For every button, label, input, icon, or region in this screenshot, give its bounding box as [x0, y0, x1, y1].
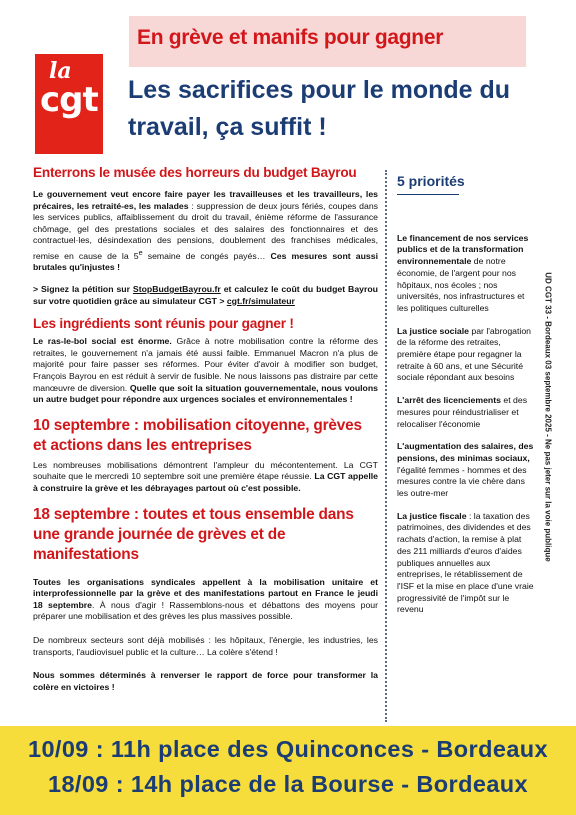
- petition-link[interactable]: StopBudgetBayrou.fr: [132, 284, 221, 295]
- priority-5-text: : la taxation des patrimoines, des dividendes et des rachats d'action, la remise à plat des 211 milliards d'euros d'aides publiques annuelles aux entreprises, le rétablissement de l'ISF et la mise en place d'une vraie progressivité de l'impôt sur le revenu: [397, 510, 534, 615]
- priority-1-bold: Le financement de nos services publics et de la transformation environnementale: [397, 232, 529, 267]
- headline: [128, 72, 548, 146]
- petition-text-a: > Signez la pétition sur: [33, 284, 133, 295]
- side-note-text: UD CGT 33 - Bordeaux 03 septembre 2025 - Ne pas jeter sur la voie publique: [543, 272, 553, 562]
- budget-bold-intro: Le gouvernement veut encore faire payer les travailleuses et les travailleurs, les précaires, les retraité-es, les malades: [33, 189, 378, 211]
- priority-3-bold: L'arrêt des licenciements: [397, 395, 501, 406]
- logo-cgt: cgt: [40, 80, 98, 120]
- budget-text-b: semaine de congés payés…: [142, 250, 271, 261]
- priority-2-text: par l'abrogation de la réforme des retraites, première étape pour regagner la retraite à 60 ans, et une Sécurité sociale répondant aux besoins: [397, 325, 531, 383]
- slogan-banner: [129, 16, 526, 67]
- logo-la: la: [49, 58, 72, 84]
- section-sept18-title: 18 septembre : toutes et tous ensemble dans une grande journée de grèves et de manifestations: [33, 505, 354, 563]
- section-budget-paragraph: [33, 189, 378, 274]
- section-sept10-paragraph: [33, 460, 378, 495]
- headline-line-2: travail, ça suffit !: [128, 113, 327, 141]
- event-line-2: 18/09 : 14h place de la Bourse - Bordeaux: [47, 771, 529, 797]
- closing-paragraph: Nous sommes déterminés à renverser le rapport de force pour transformer la colère en victoires !: [33, 670, 378, 692]
- priorities-title: 5 priorités: [397, 173, 465, 189]
- priority-item: [397, 326, 535, 385]
- main-column: [33, 164, 378, 693]
- sept10-bold-b: La CGT appelle à construire la grève et les débrayages partout où c'est possible.: [33, 471, 378, 493]
- section-budget-title: Enterrons le musée des horreurs du budget Bayrou: [33, 165, 357, 180]
- priority-item: [397, 441, 535, 500]
- priority-item: [397, 395, 535, 430]
- ingredients-bold-a: Le ras-le-bol social est énorme.: [33, 336, 172, 347]
- slogan-text: En grève et manifs pour gagner: [137, 26, 444, 49]
- sectors-paragraph: De nombreux secteurs sont déjà mobilisés : les hôpitaux, l'énergie, les industries, les transports, l'audiovisuel public et la culture… La colère s'étend !: [33, 634, 378, 657]
- headline-line-1: Les sacrifices pour le monde du: [128, 76, 511, 104]
- priorities-column: [397, 173, 535, 616]
- priority-1-text: de notre économie, de l'argent pour nos hôpitaux, nos écoles ; nos universités, nos infrastructures et les politiques culturelles: [397, 256, 525, 313]
- events-band: [0, 726, 576, 815]
- priority-5-bold: La justice fiscale: [397, 510, 467, 521]
- ingredients-text-a: Grâce à notre mobilisation contre la réforme des retraites, le gouvernement n'a jamais été aussi faible. Emmanuel Macron n'a plus de majorité pour faire passer ses réformes. Pour éviter d'avoir à modifier son budget, François Bayrou en est réduit à servir de fusible. Ne nous laissons pas distraire par cette manœuvre de diversion.: [33, 336, 378, 393]
- event-line-1: 10/09 : 11h place des Quinconces - Bordeaux: [27, 736, 549, 762]
- priorities-rule: [397, 194, 459, 195]
- section-sept10-title: 10 septembre : mobilisation citoyenne, grèves et actions dans les entreprises: [33, 416, 362, 454]
- section-sept18-paragraph: [33, 577, 378, 623]
- section-ingredients-title: Les ingrédients sont réunis pour gagner !: [33, 316, 294, 332]
- simulator-link[interactable]: cgt.fr/simulateur: [226, 295, 295, 306]
- budget-sup: e: [138, 247, 143, 257]
- priority-item: [397, 233, 535, 315]
- priority-4-bold: L'augmentation des salaires, des pensions, des minimas sociaux,: [397, 441, 534, 463]
- priority-item: [397, 511, 535, 616]
- petition-text-b: et calculez le coût du budget Bayrou sur votre quotidien grâce au simulateur CGT >: [33, 284, 378, 306]
- logo-caption: UD Gironde: [41, 139, 97, 150]
- budget-text-a: : suppression de deux jours fériés, coupes dans les services publics, affaiblissement du droit du travail, énième réforme de l'assurance chômage, gel des prestations sociales et des salaires des fonctionnaires et des contractuel·les, désindexation des pensions, doublement des franchises médicales, remise en cause de la 5: [33, 200, 378, 261]
- petition-paragraph: [33, 284, 378, 307]
- section-ingredients-paragraph: [33, 336, 378, 406]
- priority-3-text: et des mesures pour réindustrialiser et relocaliser l'économie: [397, 395, 528, 429]
- sept18-bold-a: Toutes les organisations syndicales appellent à la mobilisation unitaire et interprofessionnelle par la grève et des manifestations partout en France le jeudi 18 septembre: [33, 576, 378, 610]
- sept10-text-a: Les nombreuses mobilisations démontrent l'ampleur du mécontentement. La CGT souhaite que le mercredi 10 septembre soit une première étape réussie.: [33, 459, 378, 482]
- sept18-text-a: . À nous d'agir ! Rassemblons-nous et débattons des moyens pour préparer une mobilisation et des grèves les plus massives possible.: [33, 599, 378, 622]
- priority-2-bold: La justice sociale: [397, 325, 469, 336]
- priority-4-text: l'égalité femmes - hommes et des mesures contre la vie chère dans les outre-mer: [397, 464, 527, 499]
- ingredients-bold-b: Quelle que soit la situation gouvernementale, nous voulons un autre budget pour répondre aux urgences sociales et environnementales !: [33, 382, 378, 405]
- budget-bold-end: Ces mesures sont aussi brutales qu'injustes !: [33, 250, 378, 273]
- column-divider: [385, 170, 387, 722]
